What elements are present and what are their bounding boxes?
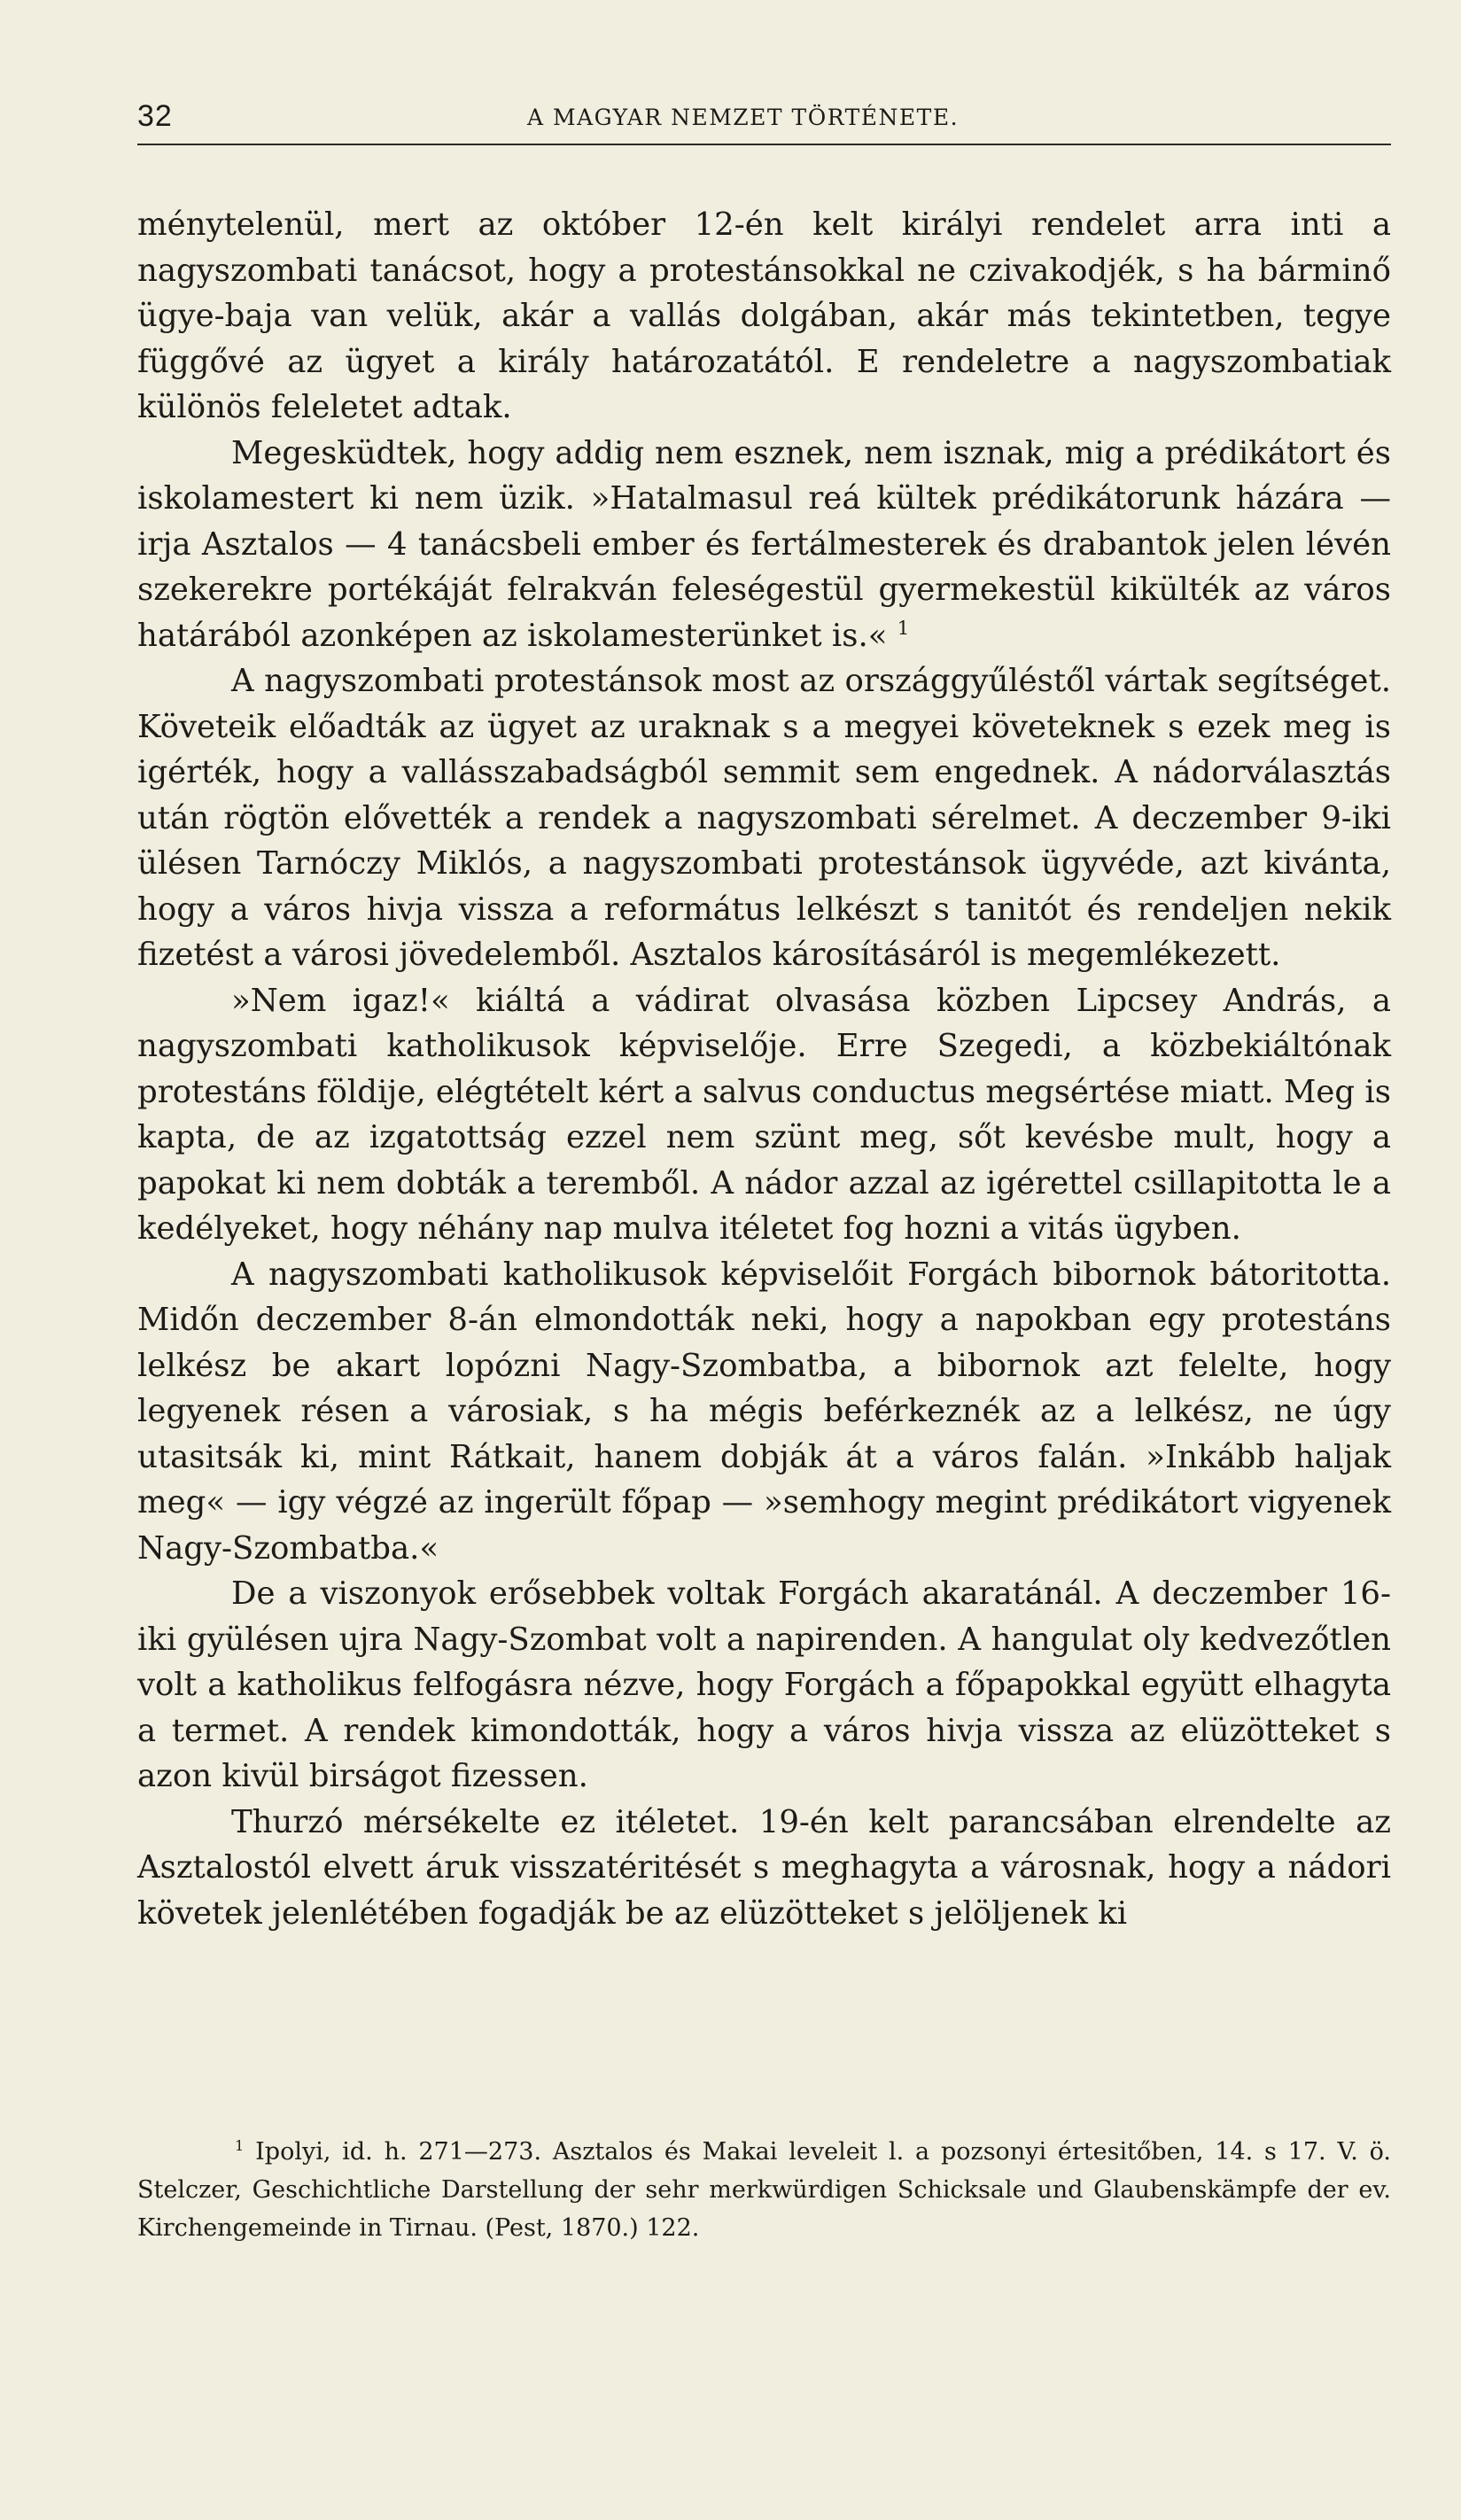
running-head bbox=[137, 99, 1391, 145]
paragraph-5 bbox=[137, 1252, 1391, 1572]
paragraph-text: A nagyszombati protestánsok most az országgyűléstől vártak segítséget. Követeik előadták az ügyet az uraknak s a megyei követeknek s ezek meg is igérték, hogy a vallásszabadságból semmit sem engednek. A nádorválasztás után rögtön elővették a rendek a nagyszombati sérelmet. A deczember 9-iki ülésen Tarnóczy Miklós, a nagyszombati protestánsok ügyvéde, azt kivánta, hogy a város hivja vissza a református lelkészt s tanitót és rendeljen nekik fizetést a városi jövedelemből. Asztalos károsításáról is megemlékezett. bbox=[137, 663, 1391, 973]
footnote-marker: 1 bbox=[235, 2137, 245, 2154]
paragraph-text: De a viszonyok erősebbek voltak Forgách akaratánál. A deczember 16-iki gyülésen ujra Nagy-Szombat volt a napirenden. A hangulat oly kedvezőtlen volt a katholikus felfogásra nézve, hogy Forgách a főpapokkal együtt elhagyta a termet. A rendek kimondották, hogy a város hivja vissza az elüzötteket s azon kivül birságot fizessen. bbox=[137, 1575, 1391, 1794]
paragraph-text: »Nem igaz!« kiáltá a vádirat olvasása közben Lipcsey András, a nagyszombati katholikusok képviselője. Erre Szegedi, a közbekiáltónak protestáns földije, elégtételt kért a salvus conductus megsértése miatt. Meg is kapta, de az izgatottság ezzel nem szünt meg, sőt kevésbe mult, hogy a papokat ki nem dobták a teremből. A nádor azzal az igérettel csillapitotta le a kedélyeket, hogy néhány nap mulva itéletet fog hozni a vitás ügyben. bbox=[137, 982, 1391, 1247]
paragraph-text: Megesküdtek, hogy addig nem esznek, nem isznak, mig a prédikátort és iskolamestert ki nem üzik. »Hatalmasul reá kültek prédikátorunk házára — irja Asztalos — 4 tanácsbeli ember és fertálmesterek és drabantok jelen lévén szekerekre portékáját felrakván feleségestül gyermekestül kikülték az város határából azonképen az iskolamesterünket is.« bbox=[137, 434, 1391, 654]
paragraph-4 bbox=[137, 978, 1391, 1252]
paragraph-2 bbox=[137, 431, 1391, 659]
paragraph-text: Thurzó mérsékelte ez itéletet. 19-én kelt parancsában elrendelte az Asztalostól elvett áruk visszatéritését s meghagyta a városnak, hogy a nádori követek jelenlétében fogadják be az elüzötteket s jelöljenek ki bbox=[137, 1803, 1391, 1932]
body-text bbox=[137, 202, 1391, 1936]
footnotes bbox=[137, 2133, 1391, 2247]
footnote bbox=[137, 2133, 1391, 2247]
paragraph-text: A nagyszombati katholikusok képviselőit Forgách bibornok bátoritotta. Midőn deczember 8-án elmondották neki, hogy a napokban egy protestáns lelkész be akart lopózni Nagy-Szombatba, a bibornok azt felelte, hogy legyenek résen a városiak, s ha mégis beférkeznék az a lelkész, ne úgy utasitsák ki, mint Rátkait, hanem dobják át a város falán. »Inkább haljak meg« — igy végzé az ingerült főpap — »semhogy megint prédikátort vigyenek Nagy-Szombatba.« bbox=[137, 1256, 1391, 1567]
footnote-text: Ipolyi, id. h. 271—273. Asztalos és Makai leveleit l. a pozsonyi értesitőben, 14. s 17. V. ö. Stelczer, Geschichtliche Darstellung der sehr merkwürdigen Schicksale und Glaubenskämpfe der ev. Kirchengemeinde in Tirnau. (Pest, 1870.) 122. bbox=[137, 2138, 1391, 2242]
paragraph-1 bbox=[137, 202, 1391, 431]
paragraph-7 bbox=[137, 1800, 1391, 1937]
running-title: A MAGYAR NEMZET TÖRTÉNETE. bbox=[527, 105, 960, 130]
paragraph-6 bbox=[137, 1571, 1391, 1800]
page-number: 32 bbox=[137, 99, 173, 133]
paragraph-3 bbox=[137, 658, 1391, 978]
paragraph-text: ménytelenül, mert az október 12-én kelt királyi rendelet arra inti a nagyszombati tanácsot, hogy a protestánsokkal ne czivakodjék, s ha bárminő ügye-baja van velük, akár a vallás dolgában, akár más tekintetben, tegye függővé az ügyet a király határozatától. E rendeletre a nagyszombatiak különös feleletet adtak. bbox=[137, 206, 1391, 425]
footnote-reference: 1 bbox=[897, 617, 910, 640]
